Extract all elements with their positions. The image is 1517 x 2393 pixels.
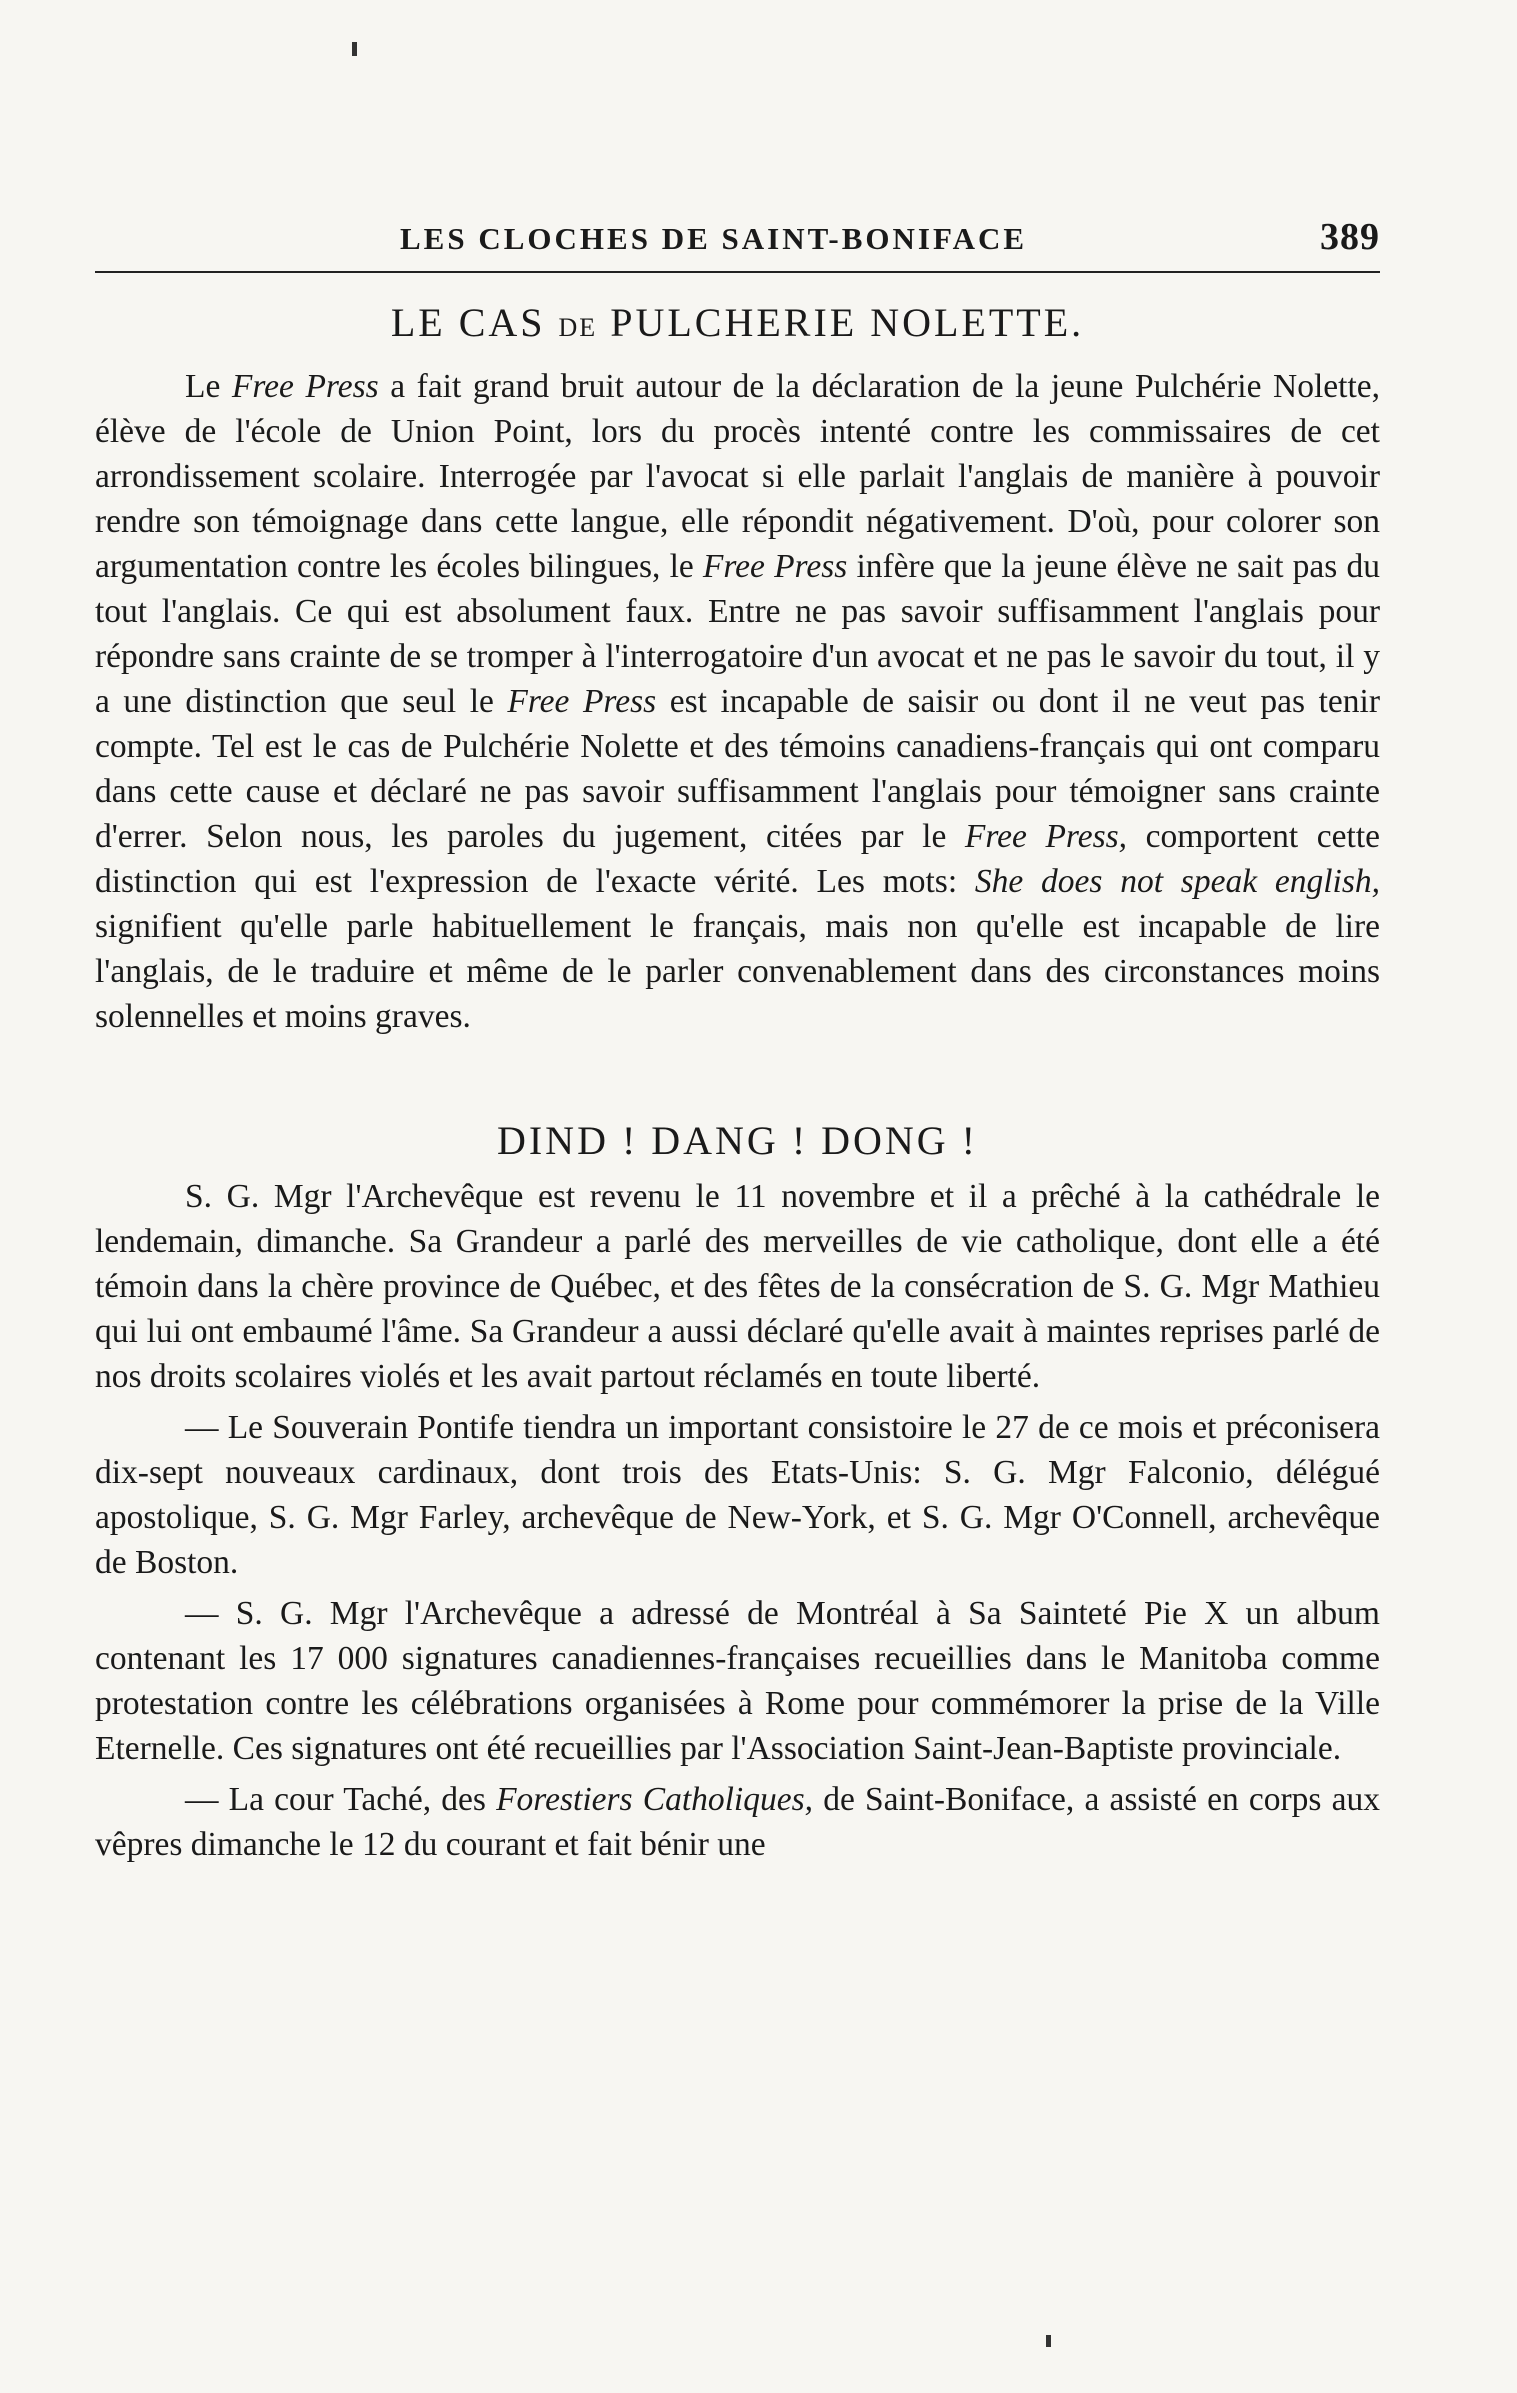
italic-run: Free Press <box>702 548 848 585</box>
running-title: LES CLOCHES DE SAINT-BONIFACE <box>400 221 1028 256</box>
italic-run: Forestiers Catholiques, <box>496 1781 814 1818</box>
title-part: LE CAS <box>390 300 559 345</box>
paragraph: S. G. Mgr l'Archevêque est revenu le 11 novembre et il a prêché à la cathédrale le lendemain, dimanche. Sa Grandeur a parlé des merveilles de vie catholique, dont elle a été témoin dans la chère province de Québec, et des fêtes de la consécration de S. G. Mgr Mathieu qui lui ont embaumé l'âme. Sa Grandeur a aussi déclaré qu'elle avait à maintes reprises parlé de nos droits scolaires violés et les avait partout réclamés en toute liberté. <box>95 1178 1380 1395</box>
italic-run: She does not speak english, <box>974 863 1380 900</box>
title-part: PULCHERIE NOLETTE. <box>597 300 1085 345</box>
article-dind-dang-dong <box>95 1117 1380 1867</box>
paragraph: — Le Souverain Pontife tiendra un important consistoire le 27 de ce mois et préconisera dix-sept nouveaux cardinaux, dont trois des Etats-Unis: S. G. Mgr Falconio, délégué apostolique, S. G. Mgr Farley, archevêque de New-York, et S. G. Mgr O'Connell, archevêque de Boston. <box>95 1409 1380 1581</box>
print-speck <box>1046 2335 1051 2347</box>
running-header <box>95 215 1380 273</box>
italic-run: Free Press, <box>964 818 1128 855</box>
article-pulcherie-nolette <box>95 299 1380 1039</box>
text-run: est incapable de saisir ou dont il ne veut pas tenir compte. Tel est le cas de Pulchérie Nolette et des témoins canadiens-français qui ont comparu dans cette cause et déclaré ne pas savoir suffisamment l'anglais pour témoigner sans crainte d'errer. Selon nous, les paroles du jugement, citées par le <box>95 683 1380 855</box>
text-run: de Saint-Boniface, a assisté en corps aux vêpres dimanche le 12 du courant et fait bénir une <box>95 1781 1380 1863</box>
text-run: — La cour Taché, des <box>185 1781 497 1818</box>
article-title: DIND ! DANG ! DONG ! <box>496 1118 979 1163</box>
article-title <box>95 299 1380 346</box>
text-run: Le <box>185 368 232 405</box>
title-small-caps: DE <box>558 313 598 342</box>
italic-run: Free Press <box>231 368 379 405</box>
print-speck <box>352 42 357 56</box>
text-run: signifient qu'elle parle habituellement le français, mais non qu'elle est incapable de lire l'anglais, de le traduire et même de le parler convenablement dans des circonstances moins solennelles et moins graves. <box>95 908 1380 1035</box>
text-run: comportent cette distinction qui est l'expression de l'exacte vérité. Les mots: <box>95 818 1380 900</box>
paragraph <box>95 364 1380 1039</box>
paragraph: — S. G. Mgr l'Archevêque a adressé de Montréal à Sa Sainteté Pie X un album contenant les 17 000 signatures canadiennes-françaises recueillies dans le Manitoba comme protestation contre les célébrations organisées à Rome pour commémorer la prise de la Ville Eternelle. Ces signatures ont été recueillies par l'Association Saint-Jean-Baptiste provinciale. <box>95 1595 1380 1767</box>
italic-run: Free Press <box>507 683 657 720</box>
text-run: a fait grand bruit autour de la déclaration de la jeune Pulchérie Nolette, élève de l'école de Union Point, lors du procès intenté contre les commissaires de cet arrondissement scolaire. Interrogée par l'avocat si elle parlait l'anglais de manière à pouvoir rendre son témoignage dans cette langue, elle répondit négativement. D'où, pour colorer son argumentation contre les écoles bilingues, le <box>95 368 1381 585</box>
book-page <box>95 215 1380 1867</box>
page-number: 389 <box>1320 216 1380 258</box>
paragraph <box>95 1777 1380 1867</box>
text-run: infère que la jeune élève ne sait pas du tout l'anglais. Ce qui est absolument faux. Entre ne pas savoir suffisamment l'anglais pour répondre sans crainte de se tromper à l'interrogatoire d'un avocat et ne pas le savoir du tout, il y a une distinction que seul le <box>95 548 1380 720</box>
